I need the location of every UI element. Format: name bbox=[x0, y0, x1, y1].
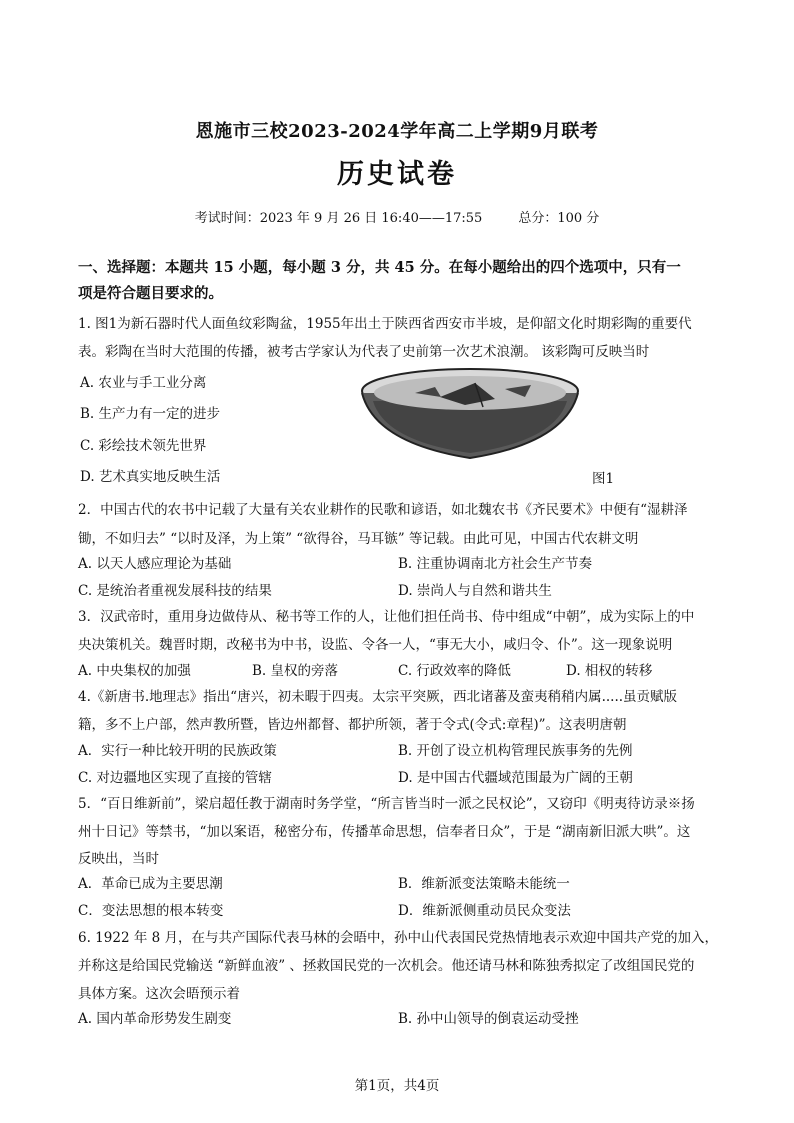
q6-option-a: A. 国内革命形势发生剧变 bbox=[78, 1011, 232, 1027]
q1-stem-line1: 1. 图1为新石器时代人面鱼纹彩陶盆，1955年出土于陕西省西安市半坡，是仰韶文化时期彩陶的重要代 bbox=[78, 316, 692, 332]
q3-option-d: D. 相权的转移 bbox=[566, 663, 653, 679]
q5-option-b: B．维新派变法策略未能统一 bbox=[398, 876, 570, 892]
q3-option-c: C. 行政效率的降低 bbox=[398, 663, 511, 679]
page-number: 第1页，共4页 bbox=[354, 1078, 440, 1094]
q3-stem-line1: 3．汉武帝时，重用身边做侍从、秘书等工作的人，让他们担任尚书、侍中组成“中朝”，成为实际上的中 bbox=[78, 609, 695, 625]
q6-stem-line1: 6. 1922 年 8 月，在与共产国际代表马林的会晤中，孙中山代表国民党热情地表示欢迎中国共产党的加入， bbox=[78, 930, 718, 946]
q2-option-d: D. 崇尚人与自然和谐共生 bbox=[398, 583, 552, 599]
q5-stem-line1: 5．“百日维新前”，梁启超任教于湖南时务学堂，“所言皆当时一派之民权论”，又窃印《明夷待访录※扬 bbox=[78, 796, 695, 812]
q5-stem-line2: 州十日记》等禁书，“加以案语，秘密分布，传播革命思想，信奉者日众”，于是 “湖南新旧派大哄”。这 bbox=[78, 824, 691, 840]
q1-stem-line2: 表。彩陶在当时大范围的传播，被考古学家认为代表了史前第一次艺术浪潮。 该彩陶可反映当时 bbox=[78, 344, 650, 360]
q4-option-b: B. 开创了设立机构管理民族事务的先例 bbox=[398, 743, 633, 759]
q2-option-b: B. 注重协调南北方社会生产节奏 bbox=[398, 556, 593, 572]
q3-option-b: B. 皇权的旁落 bbox=[252, 663, 339, 679]
q5-option-d: D．维新派侧重动员民众变法 bbox=[398, 903, 571, 919]
q4-option-d: D. 是中国古代疆域范围最为广阔的王朝 bbox=[398, 770, 633, 786]
exam-time: 考试时间：2023 年 9 月 26 日 16:40——17:55 bbox=[194, 211, 483, 226]
q5-stem-line3: 反映出，当时 bbox=[78, 851, 159, 867]
pottery-basin-image bbox=[355, 363, 585, 463]
q5-option-a: A．革命已成为主要思潮 bbox=[78, 876, 223, 892]
q3-option-a: A. 中央集权的加强 bbox=[78, 663, 191, 679]
q5-option-c: C．变法思想的根本转变 bbox=[78, 903, 224, 919]
total-score: 总分：100 分 bbox=[518, 211, 600, 226]
section-heading-line2: 项是符合题目要求的。 bbox=[78, 285, 223, 302]
q1-option-b: B. 生产力有一定的进步 bbox=[80, 406, 221, 422]
q2-stem-line1: 2．中国古代的农书中记载了大量有关农业耕作的民歌和谚语，如北魏农书《齐民要术》中便有“湿耕泽 bbox=[78, 502, 688, 518]
q4-option-c: C. 对边疆地区实现了直接的管辖 bbox=[78, 770, 272, 786]
q1-option-a: A. 农业与手工业分离 bbox=[80, 375, 207, 391]
q1-option-c: C. 彩绘技术领先世界 bbox=[80, 438, 207, 454]
q4-stem-line2: 籍，多不上户部，然声教所暨，皆边州都督、都护所领，著于令式(令式:章程)”。这表明唐朝 bbox=[78, 717, 627, 733]
q3-stem-line2: 央决策机关。魏晋时期，改秘书为中书，设监、令各一人，“事无大小，咸归令、仆”。这一现象说明 bbox=[78, 637, 673, 653]
figure-1-label: 图1 bbox=[592, 471, 615, 487]
section-heading-line1: 一、选择题：本题共 15 小题，每小题 3 分，共 45 分。在每小题给出的四个选项中，只有一 bbox=[78, 259, 681, 276]
q2-stem-line2: 锄，不如归去” “以时及泽，为上策” “欲得谷，马耳镞” 等记载。由此可见，中国古代农耕文明 bbox=[78, 531, 639, 547]
q6-stem-line2: 并称这是给国民党输送 “新鲜血液” 、拯救国民党的一次机会。他还请马林和陈独秀拟定了改组国民党的 bbox=[78, 958, 695, 974]
q4-stem-line1: 4.《新唐书.地理志》指出“唐兴，初未暇于四夷。太宗平突厥，西北诸蕃及蛮夷稍稍内属.....虽贡赋版 bbox=[78, 689, 678, 705]
q4-option-a: A．实行一种比较开明的民族政策 bbox=[78, 743, 277, 759]
q2-option-a: A. 以天人感应理论为基础 bbox=[78, 556, 232, 572]
q1-option-d: D. 艺术真实地反映生活 bbox=[80, 469, 221, 485]
q2-option-c: C. 是统治者重视发展科技的结果 bbox=[78, 583, 272, 599]
q6-option-b: B. 孙中山领导的倒袁运动受挫 bbox=[398, 1011, 579, 1027]
exam-info bbox=[0, 207, 794, 226]
exam-title: 恩施市三校2023-2024学年高二上学期9月联考 bbox=[195, 121, 599, 142]
q6-stem-line3: 具体方案。这次会晤预示着 bbox=[78, 986, 240, 1002]
subject-title: 历史试卷 bbox=[337, 159, 457, 190]
